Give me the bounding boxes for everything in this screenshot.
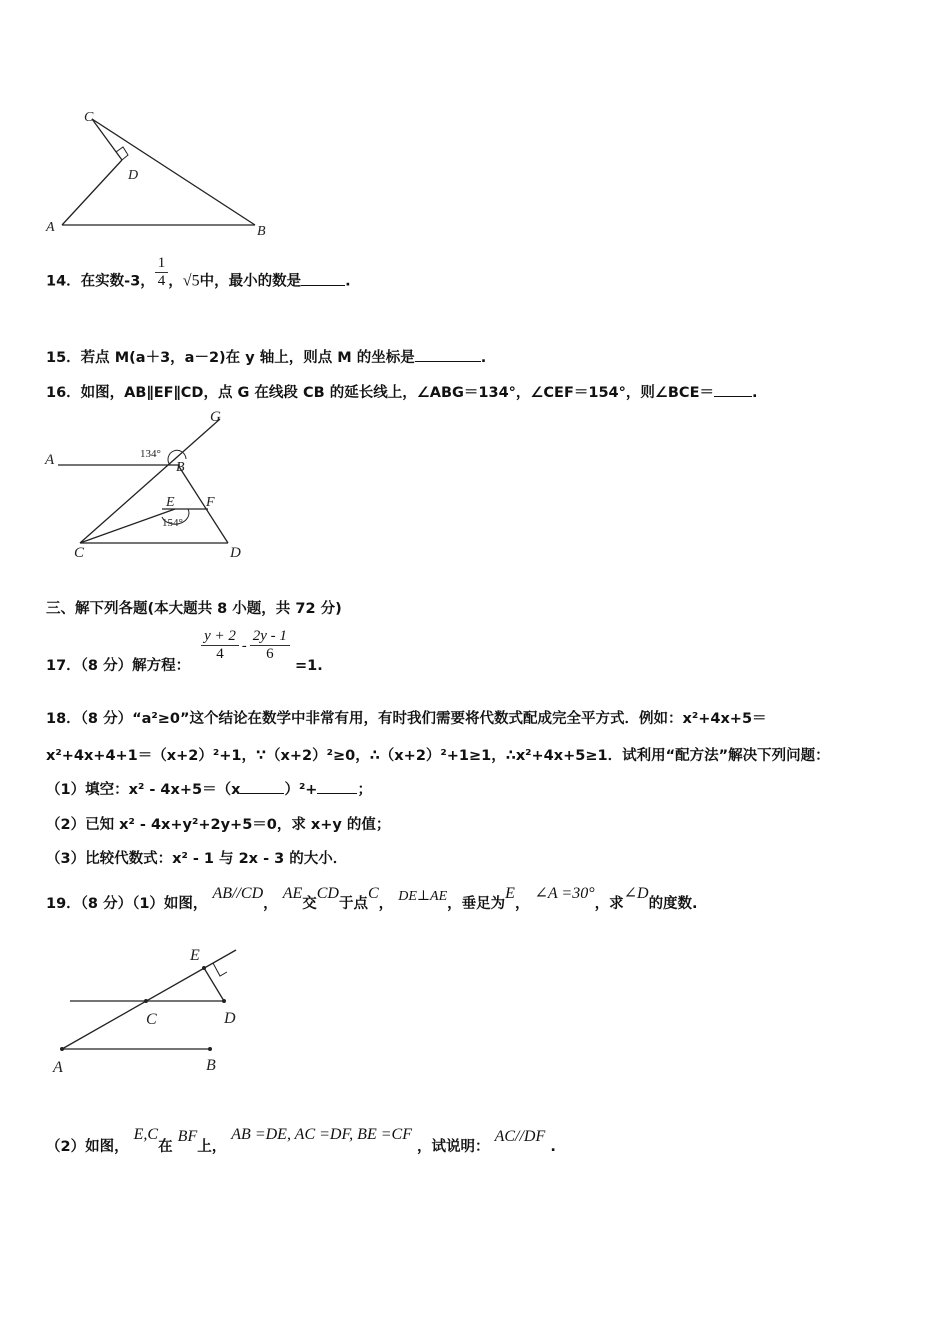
q18-p1-blank-1[interactable]	[240, 793, 284, 794]
label-b: B	[257, 224, 266, 239]
right-angle-mark	[213, 963, 227, 976]
q19-s7: ，求	[594, 896, 624, 912]
q14-frac-num: 1	[155, 255, 169, 273]
q14-frac-den: 4	[157, 273, 166, 289]
q14-answer-blank[interactable]	[301, 285, 345, 286]
q19-n1: E,C	[133, 1126, 159, 1143]
q19-n4: AC//DF	[494, 1128, 546, 1145]
point-c	[144, 999, 148, 1003]
q16-end: .	[751, 385, 758, 401]
q14-end: .	[345, 273, 351, 290]
q19-p1-a: 19．（8 分）（1）如图，	[46, 896, 208, 912]
q17-fraction-2	[250, 628, 290, 663]
line-de	[204, 968, 224, 1001]
figure-q19	[40, 940, 260, 1080]
q17-f1-num: y + 2	[201, 628, 239, 646]
q19-m6: E	[505, 885, 515, 902]
q19-t2: 上，	[197, 1139, 227, 1155]
question-19-part-1	[46, 885, 698, 913]
q19-m8: ∠D	[623, 885, 649, 902]
q17-minus: -	[241, 637, 247, 654]
q16-answer-blank[interactable]	[714, 396, 752, 397]
label-b: B	[176, 460, 185, 475]
q14-sep: ，	[168, 273, 183, 290]
label-d: D	[230, 545, 241, 561]
question-18-line-2: x²+4x+4+1＝（x+2）²+1，∵（x+2）²≥0，∴（x+2）²+1≥1，∴x²+4x+5≥1．试利用“配方法”解决下列问题：	[46, 748, 830, 764]
label-e: E	[166, 495, 175, 510]
q19-t1: 在	[158, 1139, 173, 1155]
label-a: A	[45, 452, 55, 468]
q19-m5: DE⊥AE	[398, 889, 448, 904]
section-3-title: 三、解下列各题(本大题共 8 小题，共 72 分)	[46, 601, 342, 617]
q19-m4: C	[367, 885, 379, 902]
question-16	[46, 381, 758, 402]
q18-p1-end: ；	[357, 782, 372, 798]
q18-p1-a: （1）填空：x² - 4x+5＝（x	[46, 782, 241, 798]
label-g: G	[210, 409, 221, 425]
q17-fraction-1	[201, 628, 239, 663]
label-c: C	[84, 110, 94, 125]
question-18-part-1	[46, 778, 372, 799]
label-angle-154: 154°	[162, 517, 183, 529]
q19-s1: ，	[263, 896, 278, 912]
q19-t3: ，试说明：	[417, 1139, 490, 1155]
question-19-part-2	[46, 1126, 556, 1156]
line-ce	[80, 509, 175, 543]
q19-m7: ∠A =30°	[534, 885, 595, 902]
segment-cb	[92, 119, 255, 225]
q15-answer-blank[interactable]	[415, 361, 481, 362]
q19-s4: ，	[378, 896, 394, 912]
q19-m3: CD	[316, 885, 339, 902]
q14-fraction	[155, 255, 169, 290]
label-c: C	[146, 1011, 157, 1028]
segment-cd	[92, 119, 122, 160]
q17-text: 17．（8 分）解方程：	[46, 657, 191, 674]
label-angle-134: 134°	[140, 448, 161, 460]
question-18-part-3: （3）比较代数式：x² - 1 与 2x - 3 的大小．	[46, 851, 348, 867]
line-bd	[178, 465, 228, 543]
label-a: A	[46, 220, 55, 235]
q19-m1: AB//CD	[212, 885, 264, 902]
q16-text: 16．如图，AB∥EF∥CD，点 G 在线段 CB 的延长线上，∠ABG＝134°，∠CEF＝154°，则∠BCE＝	[46, 385, 714, 401]
question-17	[46, 628, 323, 674]
question-18-part-2: （2）已知 x² - 4x+y²+2y+5＝0，求 x+y 的值；	[46, 817, 391, 833]
label-d: D	[224, 1010, 236, 1027]
label-d: D	[128, 168, 139, 183]
label-b: B	[206, 1057, 216, 1074]
point-b	[208, 1047, 212, 1051]
question-18-line-1: 18．（8 分）“a²≥0”这个结论在数学中非常有用，有时我们需要将代数式配成完全平方式．例如：x²+4x+5＝	[46, 711, 767, 727]
q19-n2: BF	[177, 1128, 198, 1145]
point-a	[60, 1047, 64, 1051]
q19-t4: .	[550, 1139, 556, 1155]
q19-s2: 交	[302, 896, 317, 912]
q19-p2-a: （2）如图，	[46, 1139, 129, 1155]
q15-text: 15．若点 M(a＋3，a－2)在 y 轴上，则点 M 的坐标是	[46, 350, 415, 366]
line-ae	[62, 950, 236, 1049]
q15-end: .	[480, 350, 487, 366]
label-e: E	[190, 947, 200, 964]
q18-p1-b: ）²+	[284, 782, 318, 798]
label-f: F	[206, 495, 215, 510]
segment-ad	[62, 160, 122, 225]
label-a: A	[53, 1059, 63, 1076]
line-cg	[80, 419, 220, 543]
q17-f2-num: 2y - 1	[250, 628, 290, 646]
point-e	[202, 966, 206, 970]
q19-n3: AB =DE, AC =DF, BE =CF	[231, 1126, 412, 1143]
point-d	[222, 999, 226, 1003]
label-c: C	[74, 545, 85, 561]
q17-f1-den: 4	[216, 646, 224, 662]
q19-m2: AE	[282, 885, 303, 902]
q17-f2-den: 6	[266, 646, 274, 662]
q19-s6: ，	[514, 896, 530, 912]
q19-s8: 的度数.	[648, 896, 698, 912]
figure-triangle-acdb	[40, 105, 280, 245]
q14-text-b: 中，最小的数是	[199, 273, 302, 290]
q14-sqrt5: √5	[182, 272, 200, 290]
question-15	[46, 346, 486, 367]
q19-s5: ，垂足为	[447, 896, 506, 912]
q17-end: =1.	[294, 657, 323, 674]
q19-s3: 于点	[338, 896, 368, 912]
q18-p1-blank-2[interactable]	[317, 793, 357, 794]
figure-parallel-lines	[40, 405, 260, 565]
q14-text-a: 14．在实数-3，	[46, 273, 155, 290]
question-14	[46, 255, 351, 299]
